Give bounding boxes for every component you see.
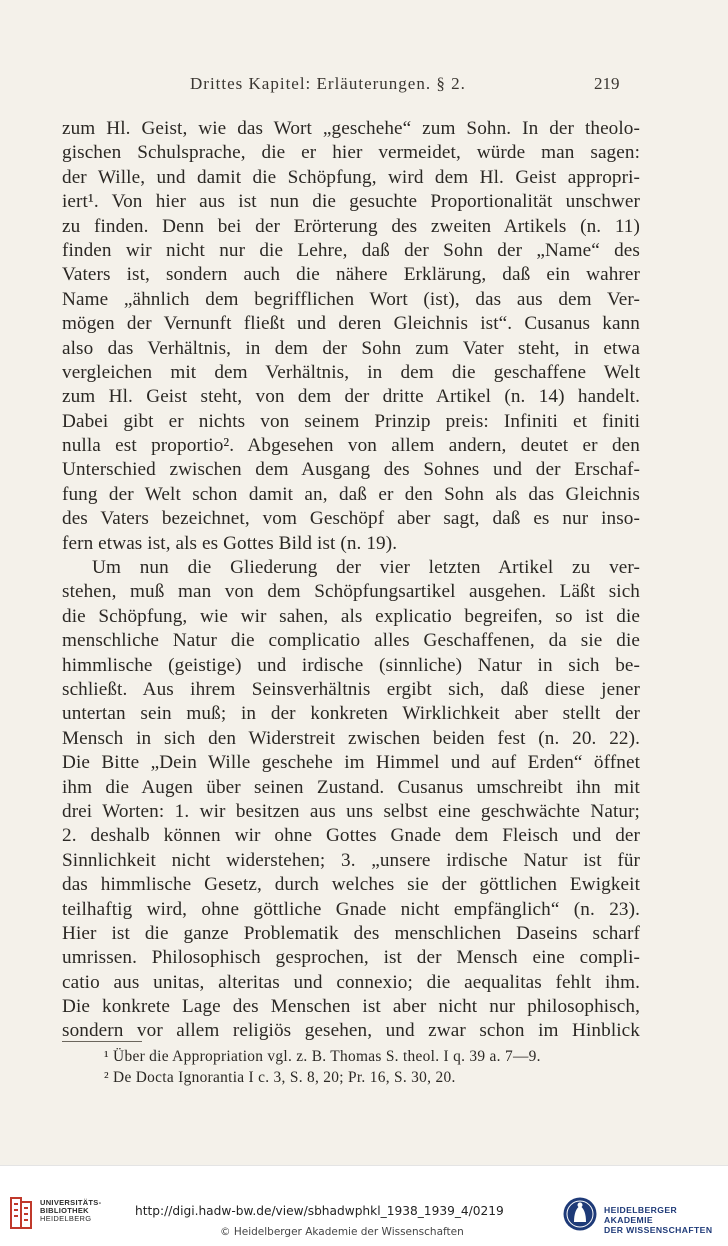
viewer-footer [0, 1165, 728, 1246]
footnote: ² De Docta Ignorantia I c. 3, S. 8, 20; Pr. 16, S. 30, 20. [104, 1069, 456, 1086]
text-line: nulla est proportio². Abgesehen von allem andern, deutet er den [62, 435, 640, 457]
text-line: sondern vor allem religiös gesehen, und zwar schon im Hinblick [62, 1020, 640, 1042]
text-line: zu finden. Denn bei der Erörterung des zweiten Artikels (n. 11) [62, 215, 640, 237]
text-line: Die konkrete Lage des Menschen ist aber nicht nur philosophisch, [62, 996, 640, 1018]
text-line: iert¹. Von hier aus ist nun die gesuchte Proportionalität unschwer [62, 191, 640, 213]
text-line: des Vaters bezeichnet, vom Geschöpf aber sagt, daß es nur inso- [62, 508, 640, 530]
text-line: 2. deshalb können wir ohne Gottes Gnade dem Fleisch und der [62, 825, 640, 847]
running-head: Drittes Kapitel: Erläuterungen. § 2. [190, 74, 466, 93]
text-line: ihm die Augen über seinen Zustand. Cusanus umschreibt ihn mit [62, 776, 640, 798]
text-line: der Wille, und damit die Schöpfung, wird dem Hl. Geist appropri- [62, 166, 640, 188]
text-line: mögen der Vernunft fließt und deren Gleichnis ist“. Cusanus kann [62, 313, 640, 335]
page-number: 219 [594, 74, 620, 93]
text-line: Um nun die Gliederung der vier letzten Artikel zu ver- [92, 557, 640, 579]
permalink-url[interactable]: http://digi.hadw-bw.de/view/sbhadwphkl_1938_1939_4/0219 [135, 1204, 504, 1218]
text-line: Unterschied zwischen dem Ausgang des Sohnes und der Erschaf- [62, 459, 640, 481]
text-line: menschliche Natur die complicatio alles Geschaffenen, da sie die [62, 630, 640, 652]
text-line: himmlische (geistige) und irdische (sinnliche) Natur in sich be- [62, 654, 640, 676]
university-library-logo-icon[interactable] [8, 1196, 34, 1230]
text-line: finden wir nicht nur die Lehre, daß der Sohn der „Name“ des [62, 239, 640, 261]
text-line: Sinnlichkeit nicht widerstehen; 3. „unsere irdische Natur ist für [62, 849, 640, 871]
text-line: drei Worten: 1. wir besitzen aus uns selbst eine geschwächte Natur; [62, 800, 640, 822]
text-line: vergleichen mit dem Verhältnis, in dem die geschaffene Welt [62, 361, 640, 383]
page-header [0, 74, 728, 100]
text-line: Vaters ist, sondern auch die nähere Erklärung, daß ein wahrer [62, 264, 640, 286]
text-line: umrissen. Philosophisch gesprochen, ist der Mensch eine compli- [62, 947, 640, 969]
text-line: Dabei gibt er nichts von seinem Prinzip preis: Infiniti et finiti [62, 410, 640, 432]
footnotes [104, 1046, 644, 1088]
text-line: schließt. Aus ihrem Seinsverhältnis ergibt sich, daß diese jener [62, 678, 640, 700]
text-line: zum Hl. Geist, wie das Wort „geschehe“ zum Sohn. In der theolo- [62, 118, 640, 139]
text-line: also das Verhältnis, in dem der Sohn zum Vater steht, in etwa [62, 337, 640, 359]
text-line: zum Hl. Geist steht, von dem der dritte Artikel (n. 14) handelt. [62, 386, 640, 408]
text-line: die Schöpfung, wie wir sahen, als explicatio begreifen, so ist die [62, 605, 640, 627]
text-line: Mensch in sich den Widerstreit zwischen beiden fest (n. 20. 22). [62, 727, 640, 749]
text-line: teilhaftig wird, ohne göttliche Gnade nicht empfänglich“ (n. 23). [62, 898, 640, 920]
text-line: Name „ähnlich dem begrifflichen Wort (ist), das aus dem Ver- [62, 288, 640, 310]
text-line: Hier ist die ganze Problematik des menschlichen Daseins scharf [62, 922, 640, 944]
academy-name: HEIDELBERGER AKADEMIE DER WISSENSCHAFTEN [604, 1205, 713, 1235]
text-line: fung der Welt schon damit an, daß er den Sohn als das Gleichnis [62, 483, 640, 505]
copyright-notice: © Heidelberger Akademie der Wissenschaften [220, 1226, 464, 1238]
text-line: Die Bitte „Dein Wille geschehe im Himmel und auf Erden“ öffnet [62, 752, 640, 774]
university-library-name: UNIVERSITÄTS- BIBLIOTHEK HEIDELBERG [40, 1198, 102, 1223]
text-line: gischen Schulsprache, die er hier vermeidet, würde man sagen: [62, 142, 640, 164]
text-line: das himmlische Gesetz, durch welches sie der göttlichen Ewigkeit [62, 874, 640, 896]
text-line: fern etwas ist, als es Gottes Bild ist (n. 19). [62, 532, 398, 554]
footnote-rule [62, 1041, 142, 1042]
text-line: stehen, muß man von dem Schöpfungsartikel ausgehen. Läßt sich [62, 581, 640, 603]
academy-seal-icon[interactable] [562, 1196, 598, 1232]
text-line: catio aus unitas, alteritas und connexio; die aequalitas fehlt ihm. [62, 971, 640, 993]
footnote: ¹ Über die Appropriation vgl. z. B. Thomas S. theol. I q. 39 a. 7—9. [104, 1048, 541, 1065]
body-text [62, 117, 640, 1044]
text-line: untertan sein muß; in der konkreten Wirklichkeit aber stellt der [62, 703, 640, 725]
